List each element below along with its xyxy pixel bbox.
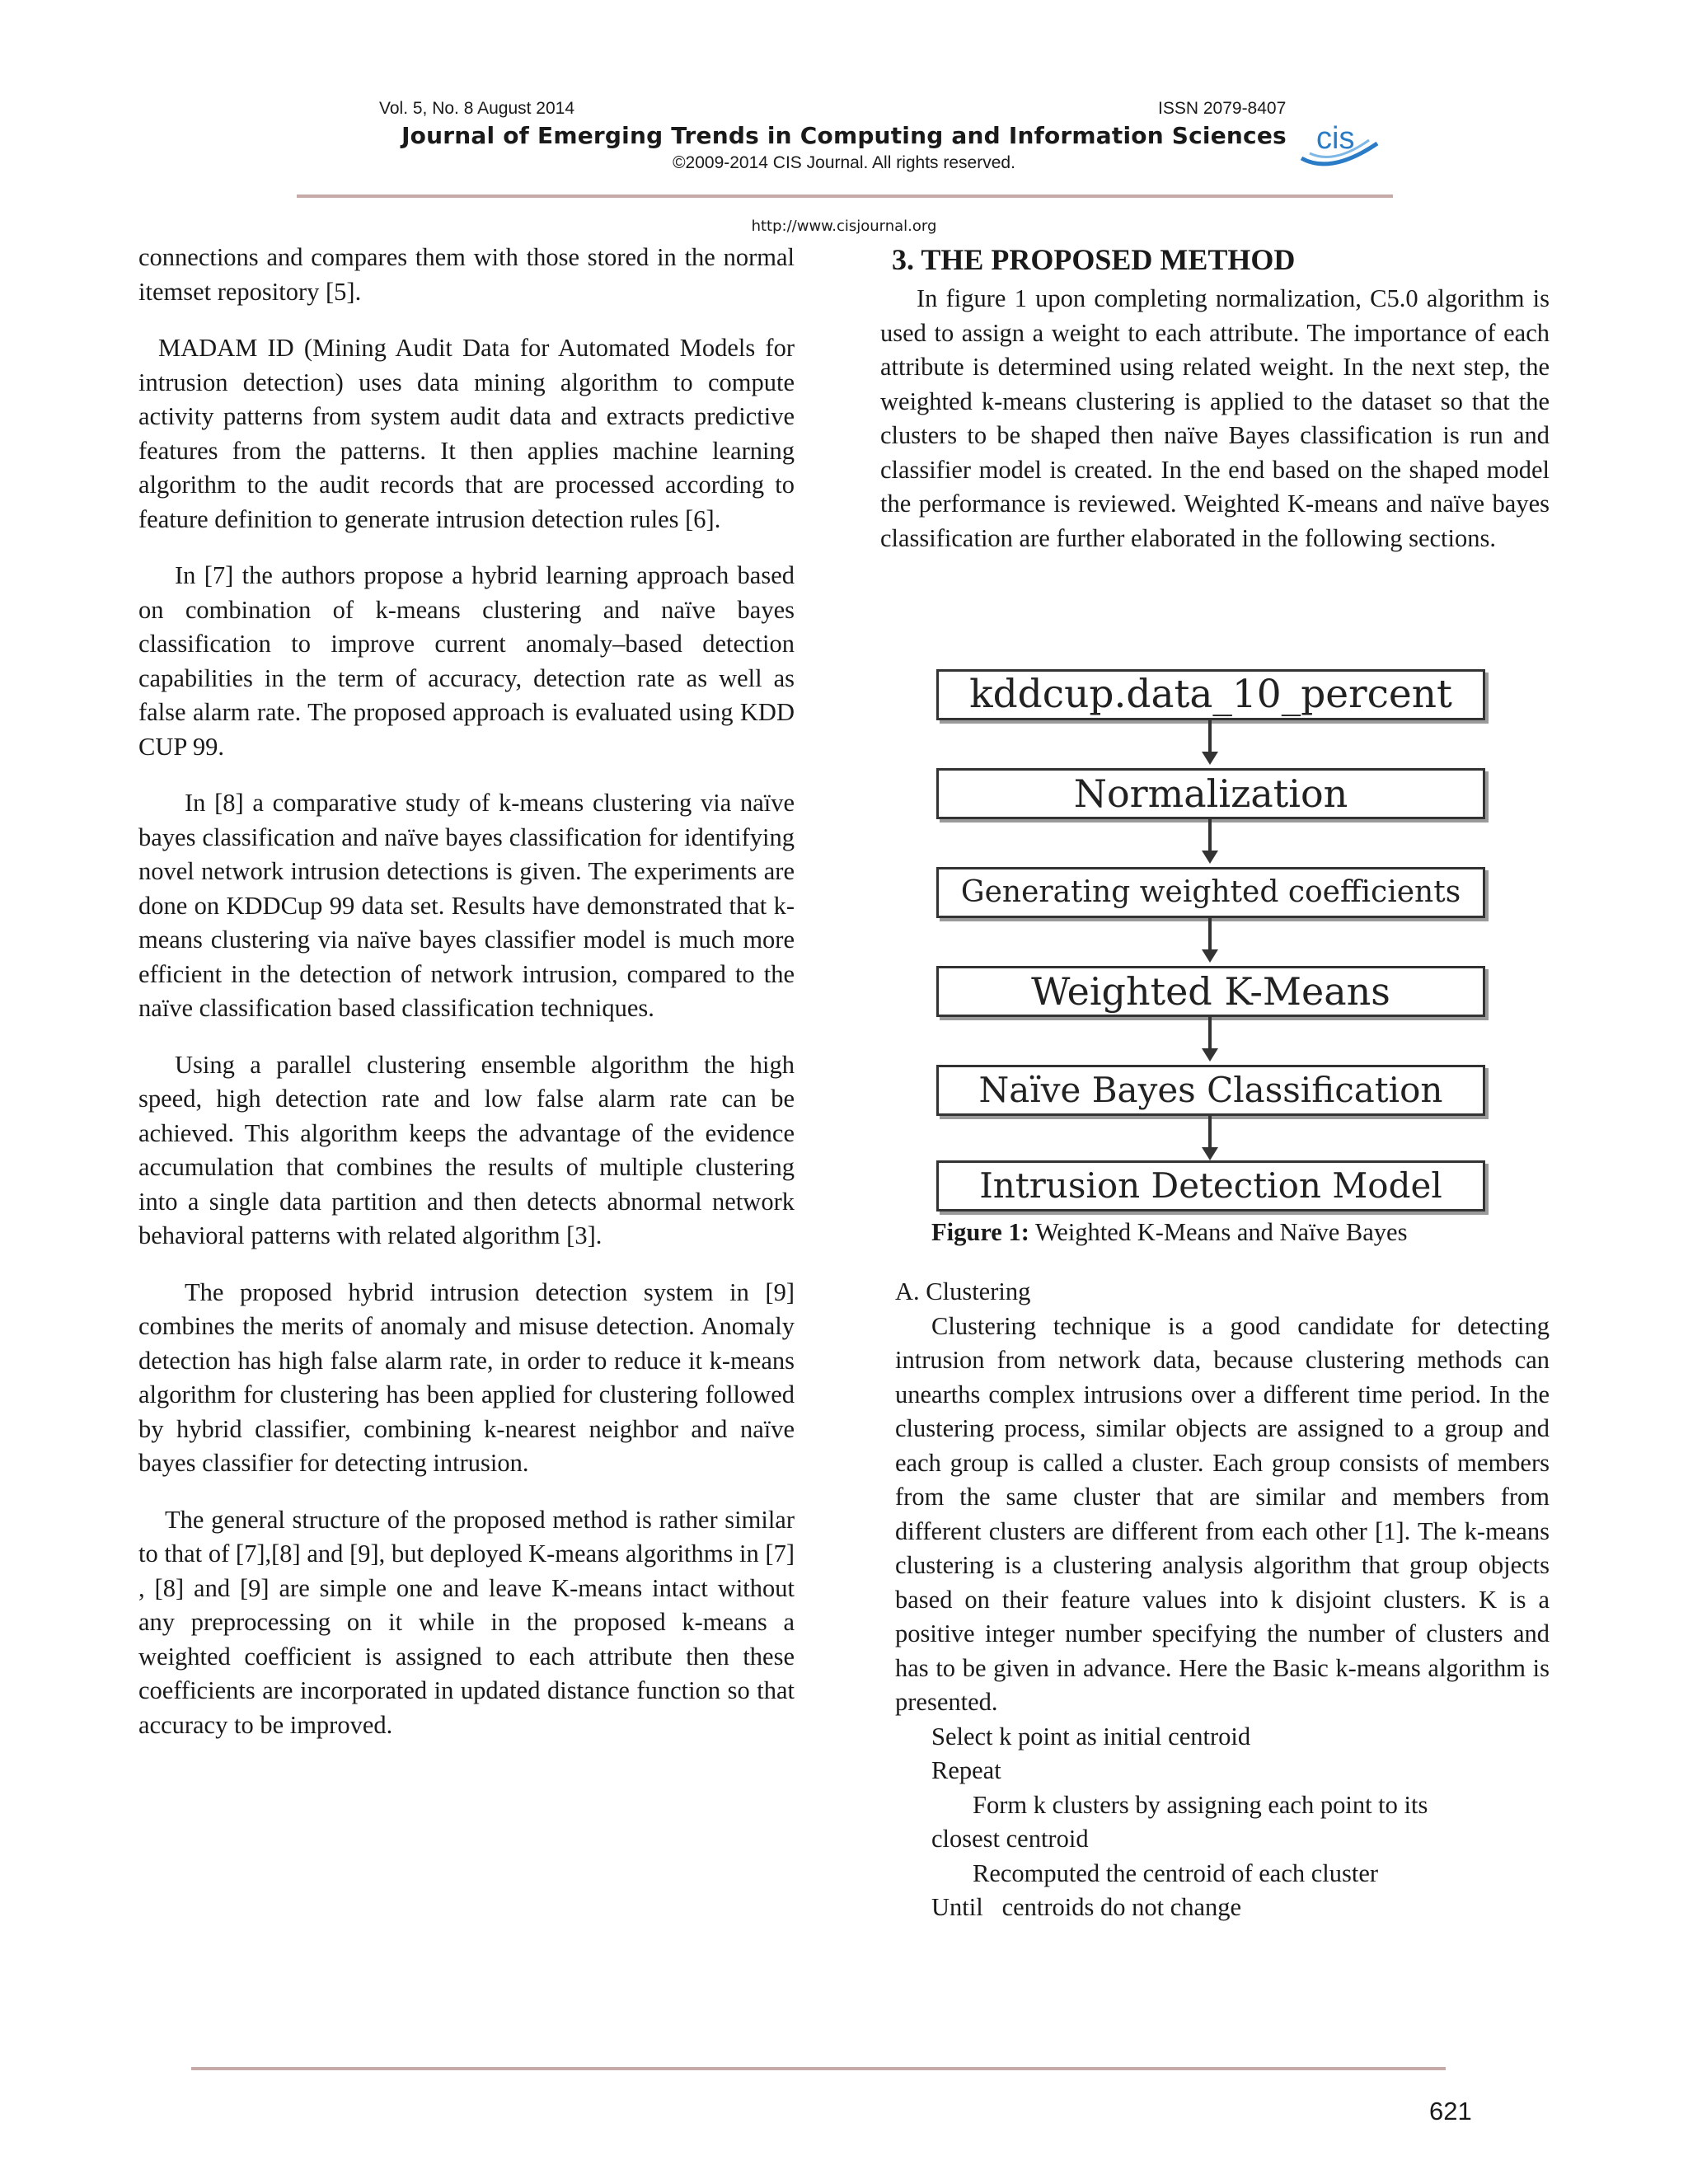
subsection-heading: A. Clustering (895, 1277, 1031, 1305)
journal-url[interactable]: http://www.cisjournal.org (751, 218, 937, 235)
cis-logo (1298, 115, 1381, 173)
flow-box-normalization: Normalization (936, 768, 1485, 819)
figure-1-flowchart (936, 669, 1490, 1213)
paragraph: The general structure of the proposed method is rather similar to that of [7],[8] and [9], but deployed K-means algorithms in [7] , [8] and [9] are simple one and leave K-means intact without any preprocessing on it while in the proposed k-means a weighted coefficient is assigned to each attribute then these coefficients are incorporated in updated distance function so that accuracy to be improved. (138, 1505, 795, 1739)
flow-arrow (1208, 1116, 1212, 1149)
caption-label: Figure 1: (931, 1218, 1029, 1246)
caption-text: Weighted K-Means and Naïve Bayes (1034, 1218, 1408, 1246)
algorithm-line: Recomputed the centroid of each cluster (973, 1858, 1379, 1887)
flow-box-dataset: kddcup.data_10_percent (936, 669, 1485, 720)
kmeans-algorithm (895, 1720, 1550, 1925)
flow-box-weighted-kmeans: Weighted K-Means (936, 966, 1485, 1017)
paragraph: The proposed hybrid intrusion detection system in [9] combines the merits of anomaly and misuse detection. Anomaly detection has high false alarm rate, in order to reduce it k-means algorithm for clustering has been applied for clustering followed by hybrid classifier, combining k-nearest neighbor and naïve bayes classifier for detecting intrusion. (138, 1277, 795, 1477)
paragraph: In [7] the authors propose a hybrid learning approach based on combination of k-means clustering and naïve bayes classification to improve current anomaly–based detection capabilities in the term of accuracy, detection rate as well as false alarm rate. The proposed approach is evaluated using KDD CUP 99. (138, 561, 795, 761)
flow-arrow (1208, 720, 1212, 753)
section-3 (880, 241, 1550, 578)
paragraph: Clustering technique is a good candidate for detecting intrusion from network data, because clustering methods can unearths complex intrusions over a different time period. In the clustering process, similar objects are assigned to a group and each group is called a cluster. Each group consists of members from the same cluster that are similar and members from different clusters are different from each other [1]. The k-means clustering is a clustering analysis algorithm that group objects based on their feature values into k disjoint clusters. K is a positive integer number specifying the number of clusters and has to be given in advance. Here the Basic k-means algorithm is presented. (895, 1311, 1550, 1716)
algorithm-line: Until centroids do not change (931, 1893, 1242, 1921)
paragraph: In figure 1 upon completing normalization, C5.0 algorithm is used to assign a weight to each attribute. The importance of each attribute is determined using related weight. In the next step, the weighted k-means clustering is applied to the dataset so that the clusters to be shaped then naïve Bayes classification is run and classifier model is created. In the end based on the shaped model the performance is reviewed. Weighted K-means and naïve bayes classification are further elaborated in the following sections. (880, 284, 1550, 552)
arrowhead (1202, 851, 1218, 864)
flow-box-naive-bayes: Naïve Bayes Classification (936, 1065, 1485, 1116)
algorithm-line: closest centroid (931, 1825, 1089, 1853)
paragraph: connections and compares them with those stored in the normal itemset repository [5]. (138, 243, 795, 306)
header-rule (297, 194, 1393, 198)
flow-box-intrusion-model: Intrusion Detection Model (936, 1160, 1485, 1212)
arrowhead (1202, 1147, 1218, 1160)
flow-box-weighted-coefficients: Generating weighted coefficients (936, 867, 1485, 918)
figure-caption (931, 1218, 1407, 1247)
arrowhead (1202, 752, 1218, 765)
flow-arrow (1208, 918, 1212, 951)
left-column (138, 241, 795, 1765)
arrowhead (1202, 1048, 1218, 1062)
footer-rule (191, 2067, 1446, 2070)
clustering-section (895, 1275, 1550, 1925)
paragraph: MADAM ID (Mining Audit Data for Automated Models for intrusion detection) uses data mining algorithm to compute activity patterns from system audit data and extracts predictive features from the patterns. It then applies machine learning algorithm to the audit records that are processed according to feature definition to generate intrusion detection rules [6]. (138, 334, 795, 533)
copyright: ©2009-2014 CIS Journal. All rights reserved. (673, 153, 1015, 172)
section-title: 3. THE PROPOSED METHOD (892, 243, 1296, 276)
flow-arrow (1208, 1017, 1212, 1050)
algorithm-line: Repeat (931, 1756, 1001, 1784)
flow-arrow (1208, 819, 1212, 852)
issn: ISSN 2079-8407 (1158, 99, 1287, 118)
logo-text: cis (1316, 121, 1355, 156)
algorithm-line: Form k clusters by assigning each point to its (973, 1790, 1428, 1819)
page-number: 621 (1429, 2097, 1472, 2125)
journal-title: Journal of Emerging Trends in Computing and Information Sciences (401, 122, 1287, 149)
volume-info: Vol. 5, No. 8 August 2014 (379, 99, 575, 118)
paragraph: Using a parallel clustering ensemble algorithm the high speed, high detection rate and low false alarm rate can be achieved. This algorithm keeps the advantage of the evidence accumulation that combines the results of multiple clustering into a single data partition and then detects abnormal network behavioral patterns with related algorithm [3]. (138, 1050, 795, 1249)
arrowhead (1202, 949, 1218, 963)
paragraph: In [8] a comparative study of k-means clustering via naïve bayes classification and naïve bayes classification for identifying novel network intrusion detections is given. The experiments are done on KDDCup 99 data set. Results have demonstrated that k-means clustering via naïve bayes classifier model is much more efficient in the detection of network intrusion, compared to the naïve classification based classification techniques. (138, 789, 795, 1022)
algorithm-line: Select k point as initial centroid (931, 1722, 1251, 1750)
